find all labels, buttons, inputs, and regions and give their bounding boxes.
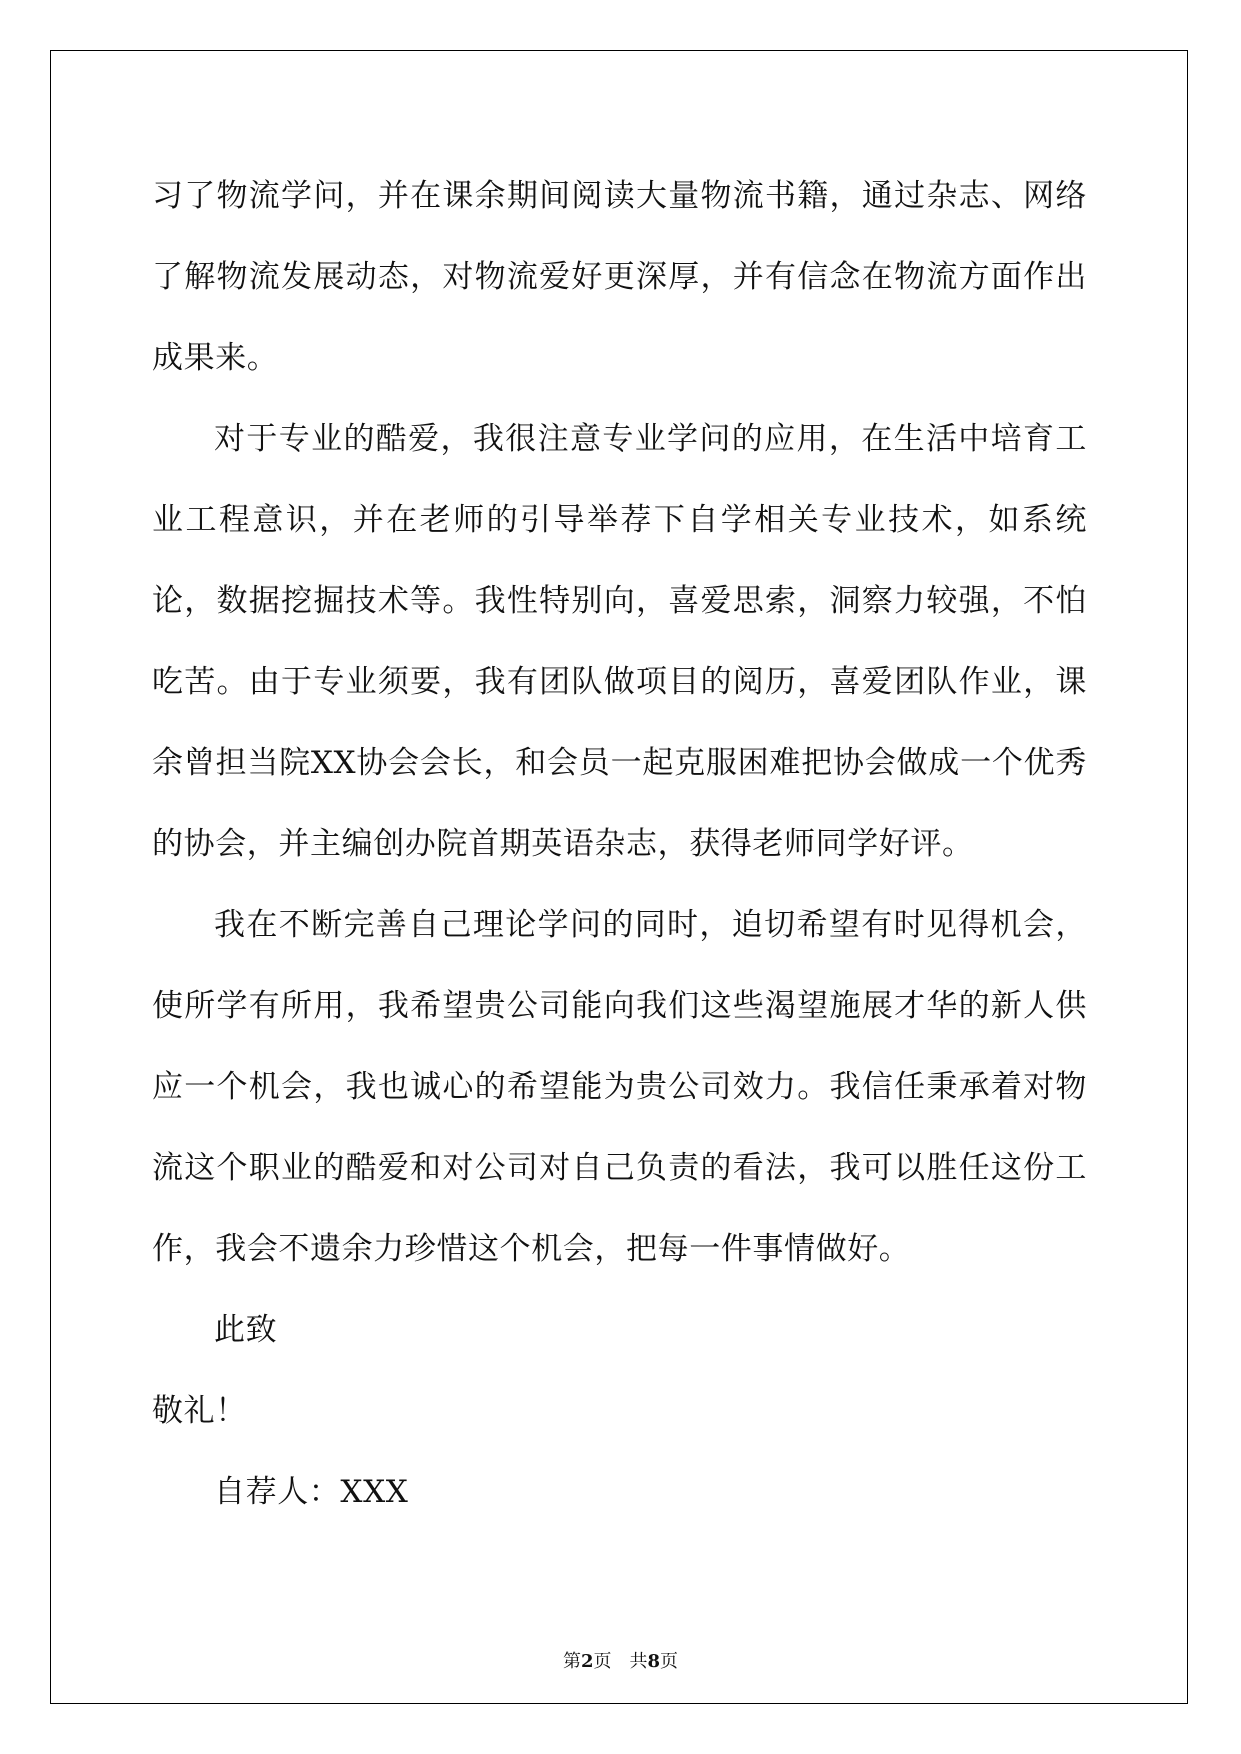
- paragraph-job-request: 我在不断完善自己理论学问的同时，迫切希望有时见得机会，使所学有所用，我希望贵公司能向我们这些渴望施展才华的新人供应一个机会，我也诚心的希望能为贵公司效力。我信任秉承着对物流这个职业的酷爱和对公司对自己负责的看法，我可以胜任这份工作，我会不遗余力珍惜这个机会，把每一件事情做好。: [152, 907, 1087, 1267]
- paragraph-professional-interest: 对于专业的酷爱，我很注意专业学问的应用，在生活中培育工业工程意识，并在老师的引导举荐下自学相关专业技术，如系统论，数据挖掘技术等。我性特别向，喜爱思索，洞察力较强，不怕吃苦。由于专业须要，我有团队做项目的阅历，喜爱团队作业，课余曾担当院XX协会会长，和会员一起克服困难把协会做成一个优秀的协会，并主编创办院首期英语杂志，获得老师同学好评。: [152, 421, 1087, 862]
- signature-line: 自荐人：XXX: [214, 1474, 409, 1510]
- page-suffix: 页: [660, 1651, 679, 1672]
- closing-line: 此致: [214, 1312, 278, 1348]
- salute-line: 敬礼！: [152, 1393, 247, 1429]
- current-page-number: 2: [580, 1651, 594, 1672]
- page-prefix: 第: [562, 1651, 581, 1672]
- letter-body: [152, 156, 1087, 1533]
- page-footer: [0, 1647, 1241, 1673]
- paragraph-continuation: 习了物流学问，并在课余期间阅读大量物流书籍，通过杂志、网络了解物流发展动态，对物流爱好更深厚，并有信念在物流方面作出成果来。: [152, 178, 1087, 376]
- total-page-number: 8: [647, 1651, 661, 1672]
- page-mid: 页 共: [593, 1651, 648, 1672]
